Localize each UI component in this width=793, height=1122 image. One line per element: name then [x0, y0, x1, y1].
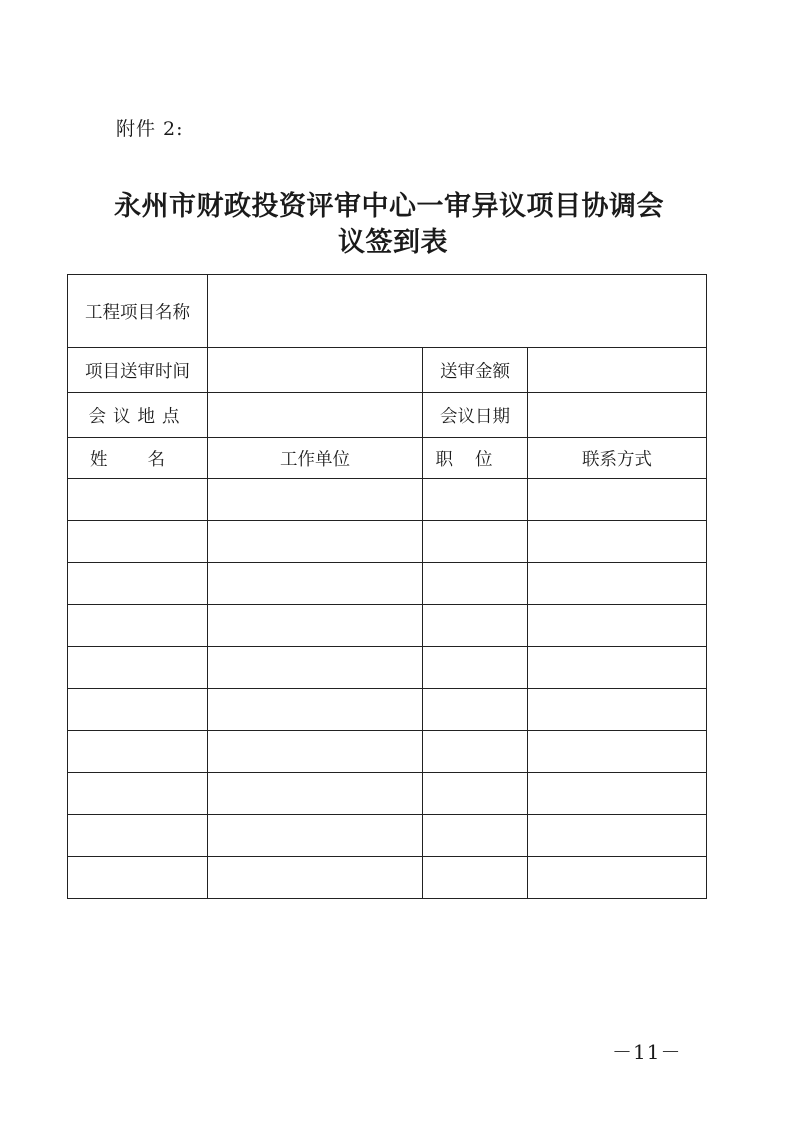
attendee-contact-cell[interactable]	[528, 647, 707, 689]
attendee-work-unit-cell[interactable]	[208, 605, 423, 647]
attendee-row	[68, 857, 707, 899]
attendee-position-cell[interactable]	[423, 773, 528, 815]
attendee-row	[68, 563, 707, 605]
attendee-name-cell[interactable]	[68, 689, 208, 731]
attendee-name-cell[interactable]	[68, 773, 208, 815]
attendee-name-cell[interactable]	[68, 521, 208, 563]
attendee-contact-cell[interactable]	[528, 689, 707, 731]
attendee-position-cell[interactable]	[423, 857, 528, 899]
attendee-row	[68, 605, 707, 647]
attendee-name-cell[interactable]	[68, 647, 208, 689]
attendee-contact-cell[interactable]	[528, 479, 707, 521]
attendee-name-cell[interactable]	[68, 563, 208, 605]
document-title-line-2: 议签到表	[338, 227, 448, 258]
attendee-work-unit-cell[interactable]	[208, 857, 423, 899]
attendee-row	[68, 479, 707, 521]
submit-time-field[interactable]	[208, 348, 423, 393]
header-position: 职位	[423, 438, 528, 479]
header-work-unit: 工作单位	[208, 438, 423, 479]
submit-time-label: 项目送审时间	[68, 348, 208, 393]
attendee-row	[68, 647, 707, 689]
attendee-contact-cell[interactable]	[528, 815, 707, 857]
attendee-row	[68, 773, 707, 815]
document-title-line-1: 永州市财政投资评审中心一审异议项目协调会	[114, 191, 664, 222]
project-name-label: 工程项目名称	[68, 275, 208, 348]
attendee-row	[68, 521, 707, 563]
meeting-location-field[interactable]	[208, 393, 423, 438]
attendee-work-unit-cell[interactable]	[208, 773, 423, 815]
attendee-contact-cell[interactable]	[528, 773, 707, 815]
attendee-work-unit-cell[interactable]	[208, 815, 423, 857]
attendee-work-unit-cell[interactable]	[208, 563, 423, 605]
attendee-position-cell[interactable]	[423, 479, 528, 521]
attendee-name-cell[interactable]	[68, 731, 208, 773]
submit-amount-field[interactable]	[528, 348, 707, 393]
project-name-field[interactable]	[208, 275, 707, 348]
attendee-work-unit-cell[interactable]	[208, 479, 423, 521]
attendee-contact-cell[interactable]	[528, 563, 707, 605]
attendee-contact-cell[interactable]	[528, 605, 707, 647]
attendee-position-cell[interactable]	[423, 521, 528, 563]
attendee-row	[68, 731, 707, 773]
attendee-name-cell[interactable]	[68, 857, 208, 899]
attendee-position-cell[interactable]	[423, 689, 528, 731]
attendee-name-cell[interactable]	[68, 605, 208, 647]
attendee-name-cell[interactable]	[68, 815, 208, 857]
attendee-position-cell[interactable]	[423, 563, 528, 605]
attendee-row	[68, 815, 707, 857]
attendee-header-row	[68, 438, 707, 479]
attendee-position-cell[interactable]	[423, 731, 528, 773]
header-contact: 联系方式	[528, 438, 707, 479]
attendee-row	[68, 689, 707, 731]
attendee-work-unit-cell[interactable]	[208, 647, 423, 689]
attendee-work-unit-cell[interactable]	[208, 731, 423, 773]
header-name: 姓名	[68, 438, 208, 479]
meeting-info-row	[68, 393, 707, 438]
attendee-work-unit-cell[interactable]	[208, 521, 423, 563]
attendee-name-cell[interactable]	[68, 479, 208, 521]
page-number: －11－	[612, 1040, 682, 1064]
project-name-row	[68, 275, 707, 348]
attendee-position-cell[interactable]	[423, 647, 528, 689]
attendee-contact-cell[interactable]	[528, 857, 707, 899]
sign-in-table	[67, 274, 707, 899]
attendee-work-unit-cell[interactable]	[208, 689, 423, 731]
attendee-contact-cell[interactable]	[528, 731, 707, 773]
submit-info-row	[68, 348, 707, 393]
attachment-label: 附件 2:	[116, 118, 184, 140]
meeting-date-field[interactable]	[528, 393, 707, 438]
attendee-position-cell[interactable]	[423, 815, 528, 857]
submit-amount-label: 送审金额	[423, 348, 528, 393]
attendee-contact-cell[interactable]	[528, 521, 707, 563]
attendee-position-cell[interactable]	[423, 605, 528, 647]
meeting-date-label: 会议日期	[423, 393, 528, 438]
meeting-location-label: 会议地点	[68, 393, 208, 438]
